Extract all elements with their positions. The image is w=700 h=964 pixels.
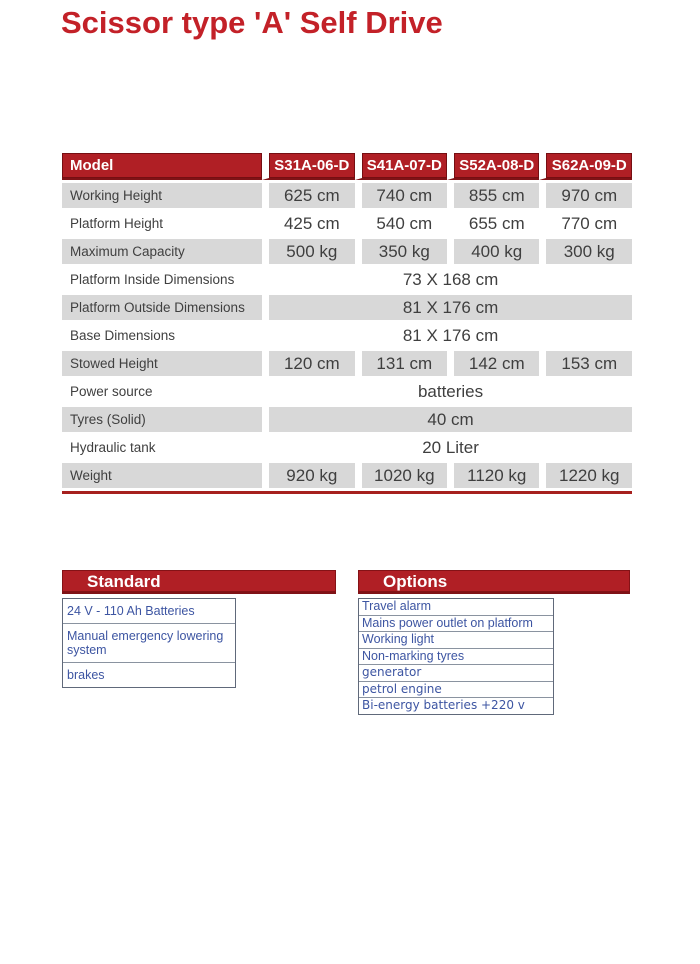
standard-list-item: brakes <box>67 668 105 682</box>
options-list-item: petrol engine <box>359 682 553 699</box>
standard-list-item: Manual emergency lowering system <box>63 624 235 663</box>
spec-value-cell: 142 cm <box>447 351 539 376</box>
spec-row <box>62 435 632 460</box>
spec-value-cell: 350 kg <box>355 239 447 264</box>
options-list-item: Mains power outlet on platform <box>359 616 553 633</box>
spec-value-cell: 540 cm <box>355 211 447 236</box>
spec-header-column: S62A-09-D <box>539 153 632 180</box>
options-list-item: Non-marking tyres <box>359 649 553 666</box>
spec-value-cell: 625 cm <box>262 183 354 208</box>
spec-value-cell: 500 kg <box>262 239 354 264</box>
spec-value-cell: 153 cm <box>539 351 632 376</box>
spec-value-cell: 970 cm <box>539 183 632 208</box>
options-list-item: Travel alarm <box>359 599 553 616</box>
standard-panel <box>62 570 336 704</box>
spec-value-cell: 131 cm <box>355 351 447 376</box>
spec-row <box>62 323 632 348</box>
options-panel <box>358 570 630 731</box>
spec-span-value-cell: batteries <box>262 379 632 404</box>
spec-table <box>62 150 632 491</box>
spec-value-cell: 855 cm <box>447 183 539 208</box>
spec-row <box>62 183 632 208</box>
spec-row-label: Maximum Capacity <box>62 239 262 264</box>
spec-header-column: S31A-06-D <box>262 153 354 180</box>
spec-span-value-cell: 20 Liter <box>262 435 632 460</box>
spec-value-cell: 1120 kg <box>447 463 539 488</box>
spec-row <box>62 379 632 404</box>
spec-row <box>62 239 632 264</box>
spec-value-cell: 1020 kg <box>355 463 447 488</box>
spec-row-label: Stowed Height <box>62 351 262 376</box>
spec-span-value-cell: 40 cm <box>262 407 632 432</box>
spec-row <box>62 295 632 320</box>
spec-row-label: Platform Outside Dimensions <box>62 295 262 320</box>
options-list-item: Working light <box>359 632 553 649</box>
options-list-item: Bi-energy batteries +220 v <box>362 698 525 712</box>
spec-row <box>62 211 632 236</box>
standard-list <box>62 598 236 688</box>
spec-row-label: Base Dimensions <box>62 323 262 348</box>
standard-panel-header: Standard <box>62 570 336 594</box>
options-list-item: generator <box>359 665 553 682</box>
spec-table-body <box>62 183 632 488</box>
spec-row <box>62 463 632 488</box>
spec-span-value-cell: 81 X 176 cm <box>262 323 632 348</box>
options-panel-header: Options <box>358 570 630 594</box>
spec-row-label: Weight <box>62 463 262 488</box>
spec-row-label: Working Height <box>62 183 262 208</box>
spec-value-cell: 120 cm <box>262 351 354 376</box>
spec-value-cell: 655 cm <box>447 211 539 236</box>
spec-row-label: Platform Height <box>62 211 262 236</box>
spec-value-cell: 1220 kg <box>539 463 632 488</box>
options-list <box>358 598 554 715</box>
spec-value-cell: 740 cm <box>355 183 447 208</box>
spec-row-label: Hydraulic tank <box>62 435 262 460</box>
spec-row-label: Tyres (Solid) <box>62 407 262 432</box>
page-title: Scissor type 'A' Self Drive <box>61 5 443 40</box>
spec-value-cell: 920 kg <box>262 463 354 488</box>
spec-value-cell: 770 cm <box>539 211 632 236</box>
spec-span-value-cell: 81 X 176 cm <box>262 295 632 320</box>
standard-list-item: 24 V - 110 Ah Batteries <box>63 599 235 624</box>
spec-row <box>62 267 632 292</box>
spec-header-column: S41A-07-D <box>355 153 447 180</box>
spec-value-cell: 425 cm <box>262 211 354 236</box>
spec-header-row <box>62 153 632 180</box>
spec-table-container <box>62 150 632 494</box>
spec-value-cell: 400 kg <box>447 239 539 264</box>
spec-row <box>62 407 632 432</box>
spec-row-label: Platform Inside Dimensions <box>62 267 262 292</box>
spec-header-model: Model <box>62 153 262 180</box>
spec-value-cell: 300 kg <box>539 239 632 264</box>
spec-row-label: Power source <box>62 379 262 404</box>
spec-span-value-cell: 73 X 168 cm <box>262 267 632 292</box>
spec-row <box>62 351 632 376</box>
spec-header-column: S52A-08-D <box>447 153 539 180</box>
